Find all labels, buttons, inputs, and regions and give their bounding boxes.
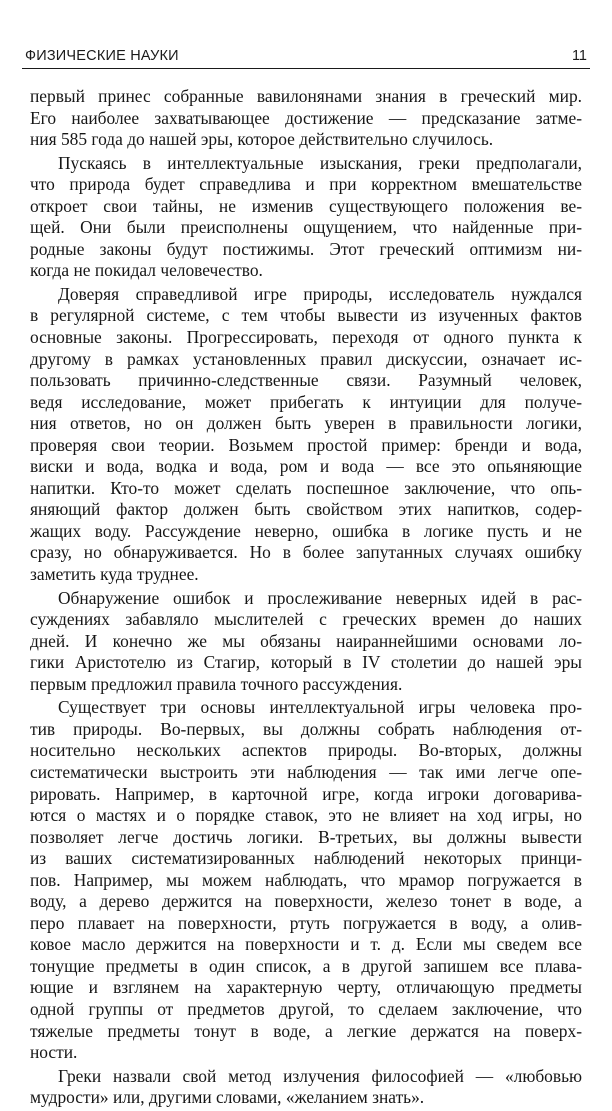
text-line: рировать. Например, в карточной игре, когда игроки договарива- [30, 783, 582, 804]
text-line: гики Аристотелю из Стагир, который в IV столетии до нашей эры [30, 652, 582, 673]
text-line: позволяет легче достичь логики. В-третьих, вы должны вывести [30, 826, 582, 847]
paragraph-3 [30, 284, 582, 586]
text-line: в регулярной системе, с тем чтобы вывести из изученных фактов [30, 305, 582, 326]
text-line: носительно нескольких аспектов природы. Во-вторых, должны [30, 740, 582, 761]
text-line: одной группы от предметов другой, то сделаем заключение, что [30, 998, 582, 1019]
text-line: заметить куда труднее. [30, 564, 199, 585]
text-line: ведя исследование, может прибегать к интуиции для получе- [30, 391, 582, 412]
text-line: напитки. Кто-то может сделать поспешное заключение, что опь- [30, 477, 582, 498]
text-line: мудрости» или, другими словами, «желанием знать». [30, 1087, 425, 1108]
text-line: ности. [30, 1042, 78, 1063]
paragraph-6 [30, 1066, 582, 1109]
paragraph-5 [30, 697, 582, 1063]
text-line: перо плавает на поверхности, ртуть погружается в воду, а олив- [30, 912, 582, 933]
text-line: яняющий фактор должен быть свойством этих напитков, содер- [30, 499, 582, 520]
text-line: тив природы. Во-первых, вы должны собрать наблюдения от- [30, 718, 582, 739]
text-line: родные законы будут постижимы. Этот греческий оптимизм ни- [30, 238, 582, 259]
text-line: из ваших систематизированных наблюдений некоторых принци- [30, 848, 582, 869]
text-line: виски и вода, водка и вода, ром и вода — все это опьяняющие [30, 456, 582, 477]
text-line: ния 585 года до нашей эры, которое действительно случилось. [30, 129, 494, 150]
text-line: проверяя свои теории. Возьмем простой пример: бренди и вода, [30, 434, 582, 455]
text-line: ния ответов, но он должен быть уверен в правильности логики, [30, 413, 582, 434]
text-line: другому в рамках установленных правил дискуссии, означает ис- [30, 348, 582, 369]
paragraph-1 [30, 86, 582, 151]
text-line: Пускаясь в интеллектуальные изыскания, греки предполагали, [58, 152, 582, 173]
text-line: щей. Они были преисполнены ощущением, что найденные при- [30, 217, 582, 238]
text-line: ются о мастях и о порядке ставок, это не влияет на ход игры, но [30, 805, 582, 826]
text-line: ющие и взглянем на характерную черту, отличающую предметы [30, 977, 582, 998]
text-line: что природа будет справедлива и при корректном вмешательстве [30, 174, 582, 195]
text-line: Обнаружение ошибок и прослеживание неверных идей в рас- [58, 587, 582, 608]
text-line: воду, а дерево держится на поверхности, железо тонет в воде, а [30, 891, 582, 912]
running-title: ФИЗИЧЕСКИЕ НАУКИ [25, 48, 179, 64]
text-line: дней. И конечно же мы обязаны наираннейшими основами ло- [30, 630, 582, 651]
text-line: жащих воду. Рассуждение неверно, ошибка в логике пусть и не [30, 520, 582, 541]
text-line: ковое масло держится на поверхности и т. д. Если мы сведем все [30, 934, 582, 955]
text-line: сразу, но обнаруживается. Но в более запутанных случаях ошибку [30, 542, 582, 563]
text-line: тяжелые предметы тонут в воде, а легкие держатся на поверх- [30, 1020, 582, 1041]
text-line: суждениях забавляло мыслителей с греческих времен до наших [30, 609, 582, 630]
paragraph-2 [30, 153, 582, 282]
text-line: Доверяя справедливой игре природы, исследователь нуждался [58, 283, 582, 304]
text-line: Его наиболее захватывающее достижение — предсказание затме- [30, 107, 582, 128]
text-line: тонущие предметы в один список, а в другой запишем все плава- [30, 955, 582, 976]
text-line: систематически выстроить эти наблюдения — так ими легче опе- [30, 761, 582, 782]
text-line: Греки назвали свой метод излучения философией — «любовью [58, 1065, 582, 1086]
running-header [22, 46, 590, 69]
text-line: первым предложил правила точного рассуждения. [30, 673, 403, 694]
text-line: пользовать причинно-следственные связи. Разумный человек, [30, 370, 582, 391]
text-line: первый принес собранные вавилонянами знания в греческий мир. [30, 86, 582, 106]
text-line: Существует три основы интеллектуальной игры человека про- [58, 697, 582, 718]
paragraph-4 [30, 588, 582, 696]
body-text [30, 86, 582, 1111]
page-number: 11 [571, 48, 587, 64]
text-line: когда не покидал человечество. [30, 260, 263, 281]
text-line: основные законы. Прогрессировать, переходя от одного пункта к [30, 327, 582, 348]
text-line: откроет свои тайны, не изменив существующего положения ве- [30, 195, 582, 216]
text-line: пов. Например, мы можем наблюдать, что мрамор погружается в [30, 869, 582, 890]
